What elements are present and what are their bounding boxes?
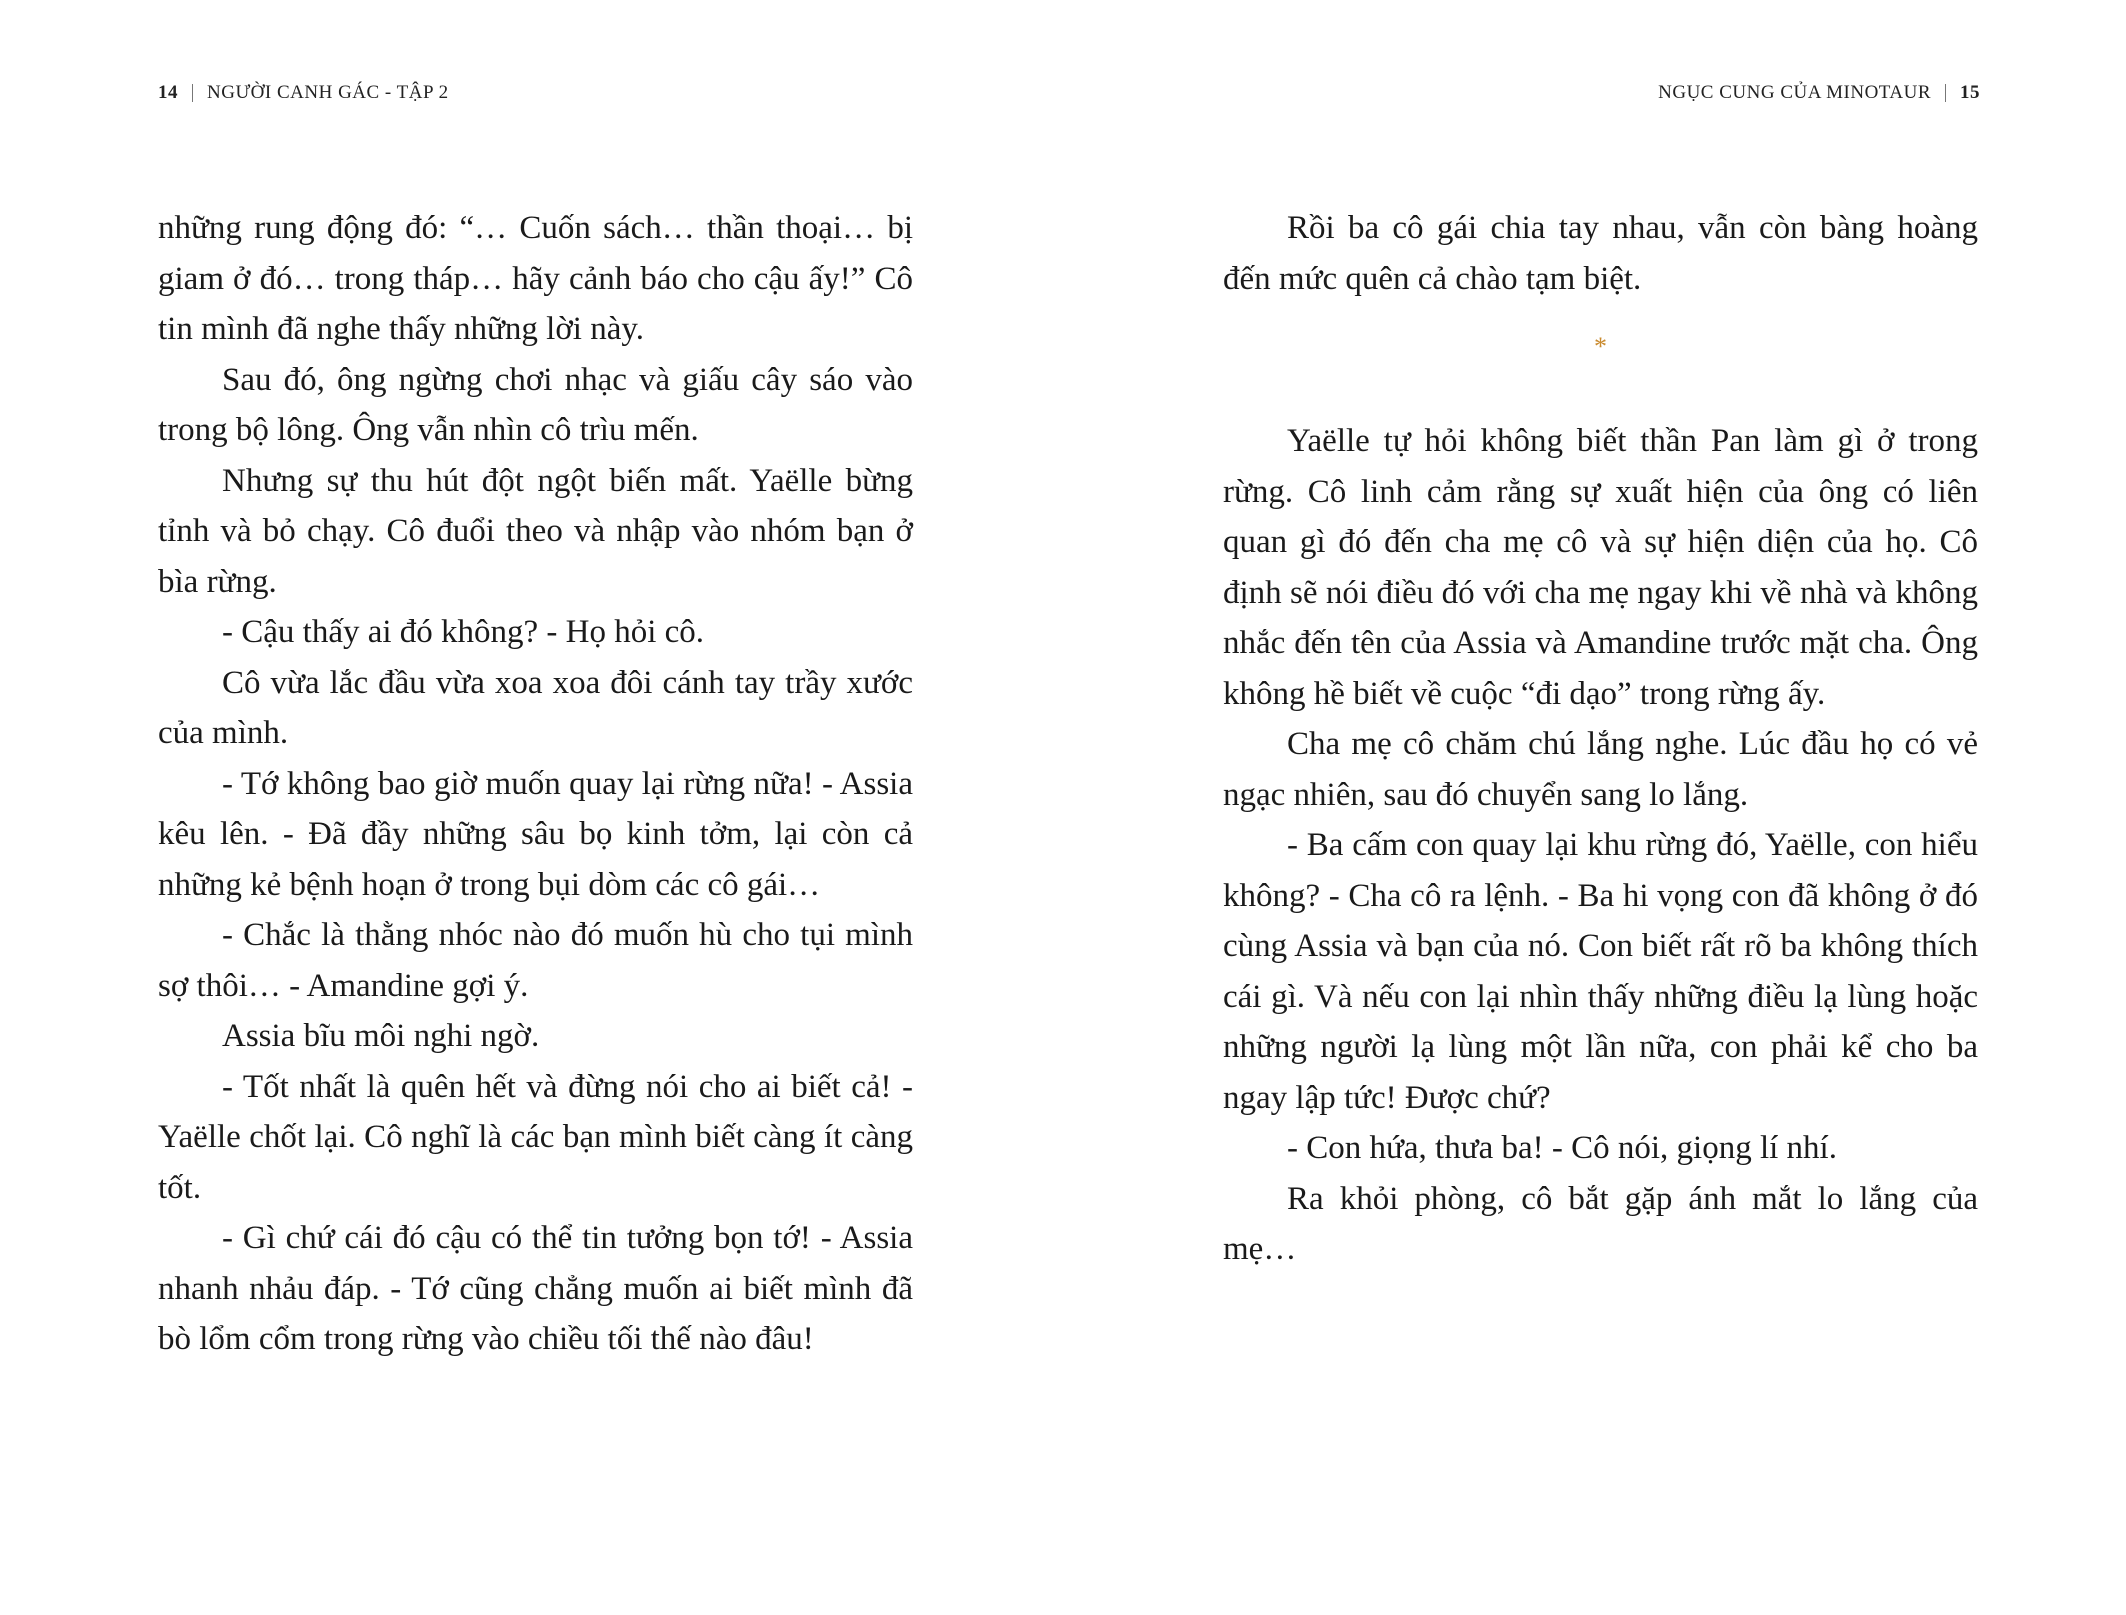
paragraph: những rung động đó: “… Cuốn sách… thần thoại… bị giam ở đó… trong tháp… hãy cảnh báo cho cậu ấy!” Cô tin mình đã nghe thấy những lời này. bbox=[158, 210, 913, 347]
paragraph: - Ba cấm con quay lại khu rừng đó, Yaëlle, con hiểu không? - Cha cô ra lệnh. - Ba hi vọng con đã không ở đó cùng Assia và bạn của nó. Con biết rất rõ ba không thích cái gì. Và nếu con lại nhìn thấy những điều lạ lùng hoặc những người lạ lùng một lần nữa, con phải kể cho ba ngay lập tức! Được chứ? bbox=[1223, 827, 1978, 1116]
paragraph: Cha mẹ cô chăm chú lắng nghe. Lúc đầu họ có vẻ ngạc nhiên, sau đó chuyển sang lo lắng. bbox=[1223, 726, 1978, 813]
paragraph: Cô vừa lắc đầu vừa xoa xoa đôi cánh tay trầy xước của mình. bbox=[158, 664, 913, 751]
paragraph: - Tốt nhất là quên hết và đừng nói cho ai biết cả! - Yaëlle chốt lại. Cô nghĩ là các bạn mình biết càng ít càng tốt. bbox=[158, 1068, 913, 1206]
paragraph: Nhưng sự thu hút đột ngột biến mất. Yaëlle bừng tỉnh và bỏ chạy. Cô đuổi theo và nhập vào nhóm bạn ở bìa rừng. bbox=[158, 462, 913, 600]
paragraph: - Con hứa, thưa ba! - Cô nói, giọng lí nhí. bbox=[1287, 1130, 1837, 1166]
body-text-right bbox=[1223, 203, 1978, 1275]
header-divider bbox=[192, 84, 193, 102]
paragraph: Yaëlle tự hỏi không biết thần Pan làm gì ở trong rừng. Cô linh cảm rằng sự xuất hiện của ông có liên quan gì đó đến cha mẹ cô và sự hiện diện của họ. Cô định sẽ nói điều đó với cha mẹ ngay khi về nhà và không nhắc đến tên của Assia và Amandine trước mặt cha. Ông không hề biết về cuộc “đi dạo” trong rừng ấy. bbox=[1223, 423, 1978, 712]
header-divider bbox=[1945, 84, 1946, 102]
page-number: 15 bbox=[1960, 82, 1980, 103]
paragraph: - Chắc là thằng nhóc nào đó muốn hù cho tụi mình sợ thôi… - Amandine gợi ý. bbox=[158, 917, 913, 1004]
running-title: NGƯỜI CANH GÁC - TẬP 2 bbox=[207, 82, 449, 103]
running-head-left bbox=[158, 82, 449, 104]
paragraph: Sau đó, ông ngừng chơi nhạc và giấu cây sáo vào trong bộ lông. Ông vẫn nhìn cô trìu mến. bbox=[158, 361, 913, 448]
section-break-asterisk: * bbox=[1594, 332, 1607, 361]
body-text-left bbox=[158, 203, 913, 1365]
right-page bbox=[1063, 0, 2126, 1615]
paragraph: Assia bĩu môi nghi ngờ. bbox=[222, 1018, 540, 1054]
running-title: NGỤC CUNG CỦA MINOTAUR bbox=[1658, 82, 1931, 103]
paragraph: - Tớ không bao giờ muốn quay lại rừng nữa! - Assia kêu lên. - Đã đầy những sâu bọ kinh tởm, lại còn cả những kẻ bệnh hoạn ở trong bụi dòm các cô gái… bbox=[158, 765, 913, 903]
running-head-right bbox=[1658, 82, 1980, 104]
paragraph: - Gì chứ cái đó cậu có thể tin tưởng bọn tớ! - Assia nhanh nhảu đáp. - Tớ cũng chẳng muốn ai biết mình đã bò lổm cổm trong rừng vào chiều tối thế nào đâu! bbox=[158, 1220, 913, 1357]
paragraph: Rồi ba cô gái chia tay nhau, vẫn còn bàng hoàng đến mức quên cả chào tạm biệt. bbox=[1223, 210, 1978, 297]
paragraph: Ra khỏi phòng, cô bắt gặp ánh mắt lo lắng của mẹ… bbox=[1223, 1180, 1978, 1267]
page-number: 14 bbox=[158, 82, 178, 103]
paragraph: - Cậu thấy ai đó không? - Họ hỏi cô. bbox=[222, 614, 705, 650]
